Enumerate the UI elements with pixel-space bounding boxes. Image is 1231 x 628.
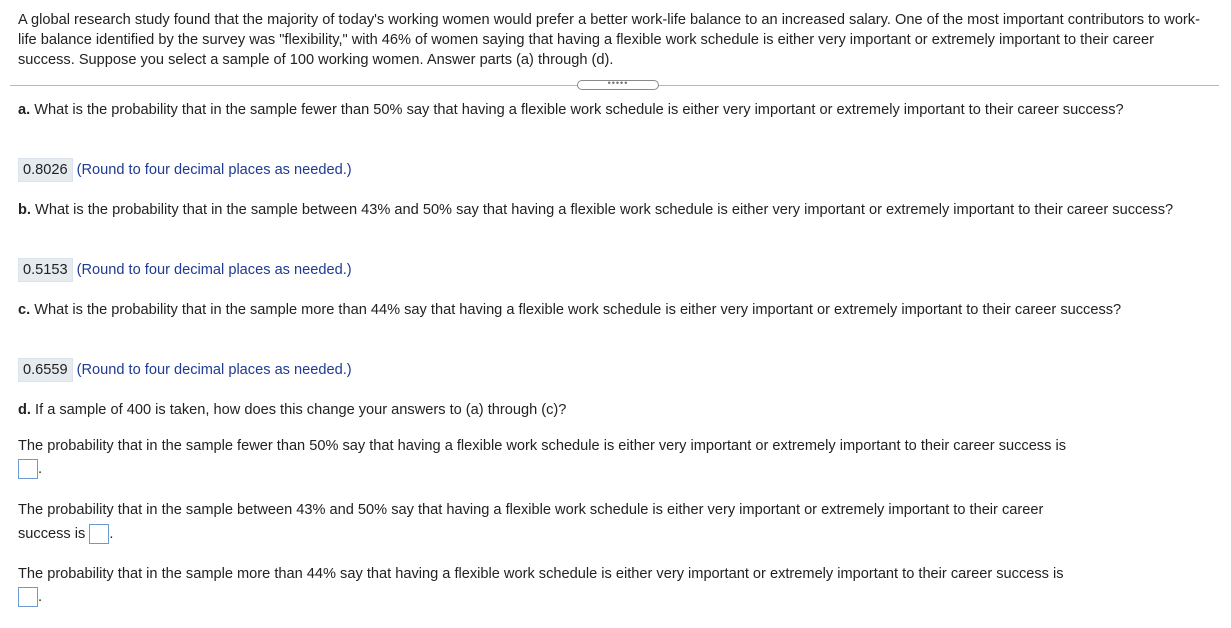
part-a-letter: a. xyxy=(18,102,31,118)
answer-b-value[interactable]: 0.5153 xyxy=(18,258,73,282)
question-c xyxy=(18,300,1214,320)
question-d xyxy=(18,400,1214,420)
part-b-letter: b. xyxy=(18,202,31,218)
section-divider xyxy=(10,78,1219,88)
answer-a-row xyxy=(18,158,352,182)
answer-a-value[interactable]: 0.8026 xyxy=(18,158,73,182)
answer-b-row xyxy=(18,258,352,282)
d2-answer-input[interactable] xyxy=(89,524,109,544)
d3-input-row xyxy=(18,586,1214,608)
question-b-text: What is the probability that in the sample between 43% and 50% say that having a flexible work schedule is either very important or extremely important to their career success? xyxy=(35,202,1174,218)
answer-a-note: (Round to four decimal places as needed.) xyxy=(76,162,352,178)
d3-answer-input[interactable] xyxy=(18,587,38,607)
question-a-text: What is the probability that in the sample fewer than 50% say that having a flexible work schedule is either very important or extremely important to their career success? xyxy=(34,102,1124,118)
problem-statement: A global research study found that the majority of today's working women would prefer a better work-life balance to an increased salary. One of the most important contributors to work-life balance identified by the survey was "flexibility," with 46% of women saying that having a flexible work schedule is either very important or extremely important to their career success. Suppose you select a sample of 100 working women. Answer parts (a) through (d). xyxy=(18,12,1200,68)
answer-c-note: (Round to four decimal places as needed.) xyxy=(76,362,352,378)
d1-answer-input[interactable] xyxy=(18,459,38,479)
d2-period: . xyxy=(109,526,114,542)
question-b xyxy=(18,200,1214,220)
d2-statement-line2 xyxy=(18,523,1214,545)
answer-c-value[interactable]: 0.6559 xyxy=(18,358,73,382)
answer-c-row xyxy=(18,358,352,382)
question-c-text: What is the probability that in the sample more than 44% say that having a flexible work schedule is either very important or extremely important to their career success? xyxy=(34,302,1122,318)
part-c-letter: c. xyxy=(18,302,31,318)
d1-period: . xyxy=(38,461,43,477)
answer-b-note: (Round to four decimal places as needed.) xyxy=(76,262,352,278)
d3-period: . xyxy=(38,589,43,605)
d3-statement: The probability that in the sample more than 44% say that having a flexible work schedule is either very important or extremely important to their career success is xyxy=(18,566,1064,582)
expand-button[interactable]: ••••• xyxy=(577,80,659,90)
d1-statement: The probability that in the sample fewer than 50% say that having a flexible work schedule is either very important or extremely important to their career success is xyxy=(18,438,1066,454)
d1-input-row xyxy=(18,458,1214,480)
question-d-text: If a sample of 400 is taken, how does this change your answers to (a) through (c)? xyxy=(35,402,567,418)
d2-text-end: success is xyxy=(18,526,86,542)
question-a xyxy=(18,100,1214,120)
d2-statement-line1: The probability that in the sample between 43% and 50% say that having a flexible work schedule is either very important or extremely important to their career xyxy=(18,502,1044,518)
part-d-letter: d. xyxy=(18,402,31,418)
